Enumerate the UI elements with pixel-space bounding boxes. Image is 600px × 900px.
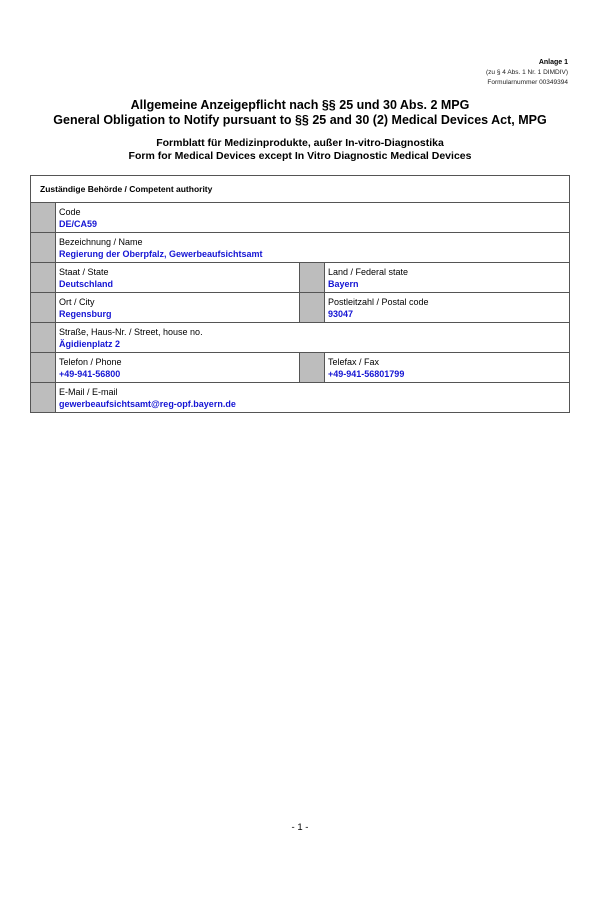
row-marker bbox=[31, 353, 56, 382]
row-marker bbox=[31, 233, 56, 262]
title-german: Allgemeine Anzeigepflicht nach §§ 25 und 30 Abs. 2 MPG bbox=[130, 98, 470, 112]
row-marker bbox=[300, 263, 325, 292]
postal-code-cell bbox=[300, 293, 569, 322]
row-marker bbox=[31, 293, 56, 322]
street-value: Ägidienplatz 2 bbox=[59, 339, 121, 349]
competent-authority-form bbox=[30, 175, 570, 413]
code-cell bbox=[31, 203, 569, 232]
row-marker bbox=[31, 263, 56, 292]
city-label: Ort / City bbox=[59, 297, 95, 307]
name-value: Regierung der Oberpfalz, Gewerbeaufsichtsamt bbox=[59, 249, 263, 259]
postal-code-value: 93047 bbox=[328, 309, 354, 319]
state-value: Deutschland bbox=[59, 279, 114, 289]
row-marker bbox=[300, 293, 325, 322]
street-row bbox=[31, 323, 569, 353]
phone-cell bbox=[31, 353, 300, 382]
state-cell bbox=[31, 263, 300, 292]
document-subtitle bbox=[0, 137, 600, 163]
street-label: Straße, Haus-Nr. / Street, house no. bbox=[59, 327, 203, 337]
document-reference bbox=[486, 58, 568, 88]
title-english: General Obligation to Notify pursuant to §§ 25 and 30 (2) Medical Devices Act, MPG bbox=[53, 113, 547, 127]
name-row bbox=[31, 233, 569, 263]
phone-label: Telefon / Phone bbox=[59, 357, 122, 367]
section-title: Zuständige Behörde / Competent authority bbox=[31, 176, 569, 203]
fax-value: +49-941-56801799 bbox=[328, 369, 405, 379]
email-value: gewerbeaufsichtsamt@reg-opf.bayern.de bbox=[59, 399, 236, 409]
state-row bbox=[31, 263, 569, 293]
row-marker bbox=[300, 353, 325, 382]
code-value: DE/CA59 bbox=[59, 219, 98, 229]
code-label: Code bbox=[59, 207, 81, 217]
subtitle-english: Form for Medical Devices except In Vitro Diagnostic Medical Devices bbox=[128, 150, 472, 162]
federal-state-cell bbox=[300, 263, 569, 292]
anlage-label: Anlage 1 bbox=[538, 59, 568, 66]
phone-value: +49-941-56800 bbox=[59, 369, 121, 379]
fax-label: Telefax / Fax bbox=[328, 357, 380, 367]
email-label: E-Mail / E-mail bbox=[59, 387, 118, 397]
postal-code-label: Postleitzahl / Postal code bbox=[328, 297, 429, 307]
phone-row bbox=[31, 353, 569, 383]
row-marker bbox=[31, 383, 56, 412]
name-cell bbox=[31, 233, 569, 262]
page-number: - 1 - bbox=[291, 822, 309, 833]
reference-text: (zu § 4 Abs. 1 Nr. 1 DIMDIV) bbox=[486, 69, 568, 76]
federal-state-value: Bayern bbox=[328, 279, 359, 289]
subtitle-german: Formblatt für Medizinprodukte, außer In-vitro-Diagnostika bbox=[156, 137, 444, 149]
email-cell bbox=[31, 383, 569, 412]
federal-state-label: Land / Federal state bbox=[328, 267, 409, 277]
state-label: Staat / State bbox=[59, 267, 109, 277]
row-marker bbox=[31, 323, 56, 352]
city-value: Regensburg bbox=[59, 309, 112, 319]
row-marker bbox=[31, 203, 56, 232]
street-cell bbox=[31, 323, 569, 352]
city-cell bbox=[31, 293, 300, 322]
form-number: Formularnummer 00349394 bbox=[487, 79, 568, 86]
email-row bbox=[31, 383, 569, 412]
fax-cell bbox=[300, 353, 569, 382]
code-row bbox=[31, 203, 569, 233]
name-label: Bezeichnung / Name bbox=[59, 237, 143, 247]
document-title bbox=[0, 98, 600, 128]
city-row bbox=[31, 293, 569, 323]
